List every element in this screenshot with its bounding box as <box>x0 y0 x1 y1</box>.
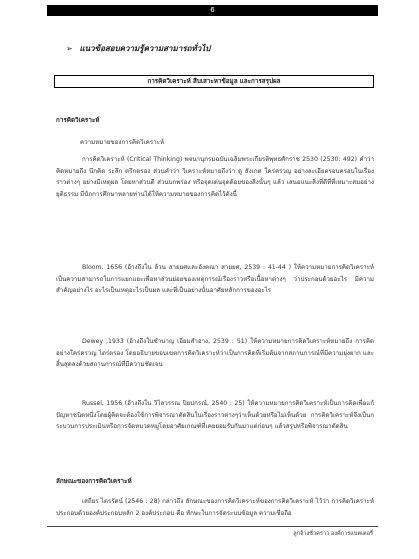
footer-divider <box>47 526 378 527</box>
section-heading-text: แนวข้อสอบความรู้ความสามารถทั่วไป <box>79 44 211 53</box>
paragraph-4: Russel, 1956 (อ้างถึงใน วิไลวรรณ ปิยปกรณ์, 2540 : 25) ให้ความหมายการคิดวิเคราะห์เป็นการคิดเพื่อแก้ปัญหาชนิดหนึ่งโดยผู้คิดจะต้องใช้การพิจารณาตัดสินในเรื่องราวต่างๆว่าเห็นด้วยหรือไม่เห็นด้วย การคิดวิเคราะห์จึงเป็นกระบวนการประเมินหรือการจัดหมวดหมู่โดยอาศัยเกณฑ์ที่เคยยอมรับกันมาแต่ก่อนๆ แล้วสรุปหรือพิจารณาตัดสิน <box>56 400 374 430</box>
subheading-characteristics: ลักษณะของการคิดวิเคราะห์ <box>56 478 132 485</box>
paragraph-3: Dewey ,1933 (อ้างถึงในชำนาญ เอี่ยมสำอาง, 2539 : 51) ให้ความหมายการคิดวิเคราะห์หมายถึง การคิดอย่างใคร่ครวญ ไตร่ตรอง โดยอธิบายขอบเขตการคิดวิเคราะห์ว่าเป็นการคิดที่เริ่มต้นจากสถานการณ์ที่มีความยุ่งยาก และสิ้นสุดลงด้วยสถานการณ์ที่มีความชัดเจน <box>56 338 374 368</box>
subheading-critical-thinking: การคิดวิเคราะห์ <box>56 117 100 124</box>
arrow-bullet-icon: ➢ <box>66 44 73 53</box>
page-number: 6 <box>210 6 215 14</box>
page-number-bar <box>47 5 378 16</box>
paragraph-1: การคิดวิเคราะห์ (Critical Thinking) พจนานุกรมฉบับเฉลิมพระเกียรติพุทธศักราช 2530 (2530: 492) คำว่า คิดหมายถึง นึกคิด ระลึก ตรึกตรอง ส่วนคำว่า วิเคราะห์หมายถึงว่า ดู สังเกต ใคร่ครวญ อย่างละเอียดรอบครอบในเรื่องราวต่างๆ อย่างมีเหตุผล โดยหาส่วนดี ส่วนบกพร่อง หรือจุดเด่นจุดด้อยของสิ่งนั้นๆ แล้ว เสนอแนะสิ่งที่ดีที่ที่เหมาะสมอย่างยุติธรรม มีนักการศึกษาหลายท่านได้ให้ความหมายของการคิดไว้ดังนี้ <box>56 156 374 198</box>
footer-text: ลูกจ้างชั่วคราว องค์การแบตเตอรี่ <box>293 531 373 537</box>
topic-title-box: การคิดวิเคราะห์ สืบเสาะหาข้อมูล และการสรุปผล <box>54 75 374 88</box>
paragraph-5: เสถียร ไตรรัตน์ (2546 : 28) กล่าวถึง ลักษณะของการคิดวิเคราะห์ของการคิดวิเคราะห์ ไว้ว่า การคิดวิเคราะห์ประกอบด้วยองค์ประกอบหลัก 2 องค์ประกอบ คือ ทักษะในการจัดระบบข้อมูล ความเชื่อถือ <box>56 498 374 517</box>
paragraph-2: Bloom, 1656 (อ้างถึงใน ล้วน สายยศและอังคณา สายยศ, 2539 : 41-44 ) ให้ความหมายการคิดวิเคราะห์ เป็นความสามารถในการแยกแยะเพื่อหาส่วนย่อยของเหตุการณ์เรื่องราวหรือเนื้อหาต่างๆ ว่าประกอบด้วยอะไร มีความสำคัญอย่างไร อะไรเป็นเหตุอะไรเป็นผล และที่เป็นอย่างนั้นอาศัยหลักการของอะไร <box>56 264 374 294</box>
section-heading <box>66 42 210 55</box>
meaning-heading: ความหมายของการคิดวิเคราะห์ <box>80 139 165 146</box>
